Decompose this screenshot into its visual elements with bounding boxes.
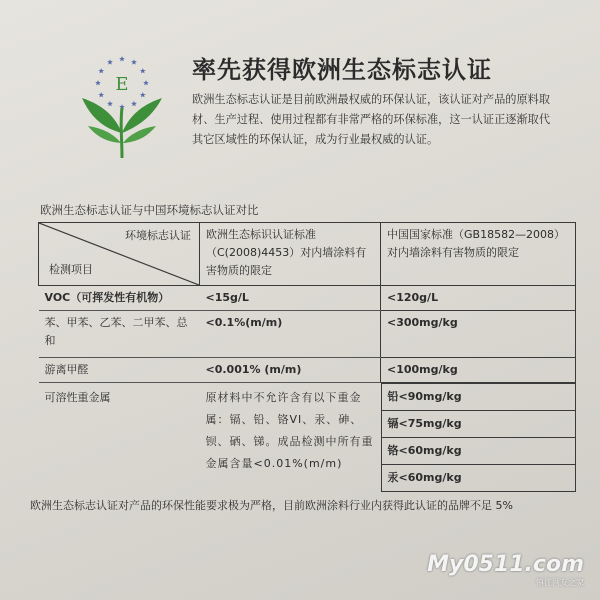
- star-icon: [107, 101, 113, 106]
- metal-limit-item: 铬<60mg/kg: [381, 438, 576, 465]
- star-icon: [143, 80, 149, 85]
- row-cn-value: <100mg/kg: [381, 358, 576, 383]
- svg-text:E: E: [115, 74, 129, 95]
- star-icon: [98, 92, 104, 97]
- comparison-table: [38, 222, 576, 492]
- star-icon: [131, 59, 137, 64]
- table-row: [39, 358, 576, 383]
- comparison-subtitle: 欧洲生态标志认证与中国环境标志认证对比: [40, 203, 259, 217]
- intro-paragraph: 欧洲生态标志认证是目前欧洲最权威的环保认证，该认证对产品的原料取材、生产过程、使用过程都有非常严格的环保标准，这一认证正逐渐取代其它区域性的环保认证，成为行业最权威的认证。: [192, 93, 551, 146]
- eu-standard-header: 欧洲生态标识认证标准（C(2008)4453）对内墙涂料有害物质的限定: [200, 223, 381, 286]
- footer-note: 欧洲生态标志认证对产品的环保性能要求极为严格，目前欧洲涂料行业内获得此认证的品牌不足 5%: [30, 499, 513, 512]
- metal-limit-item: 铅<90mg/kg: [381, 383, 576, 411]
- row-eu-value: <0.1%(m/m): [200, 311, 381, 358]
- row-cn-value: <300mg/kg: [381, 311, 576, 358]
- corner-top-label: 环境标志认证: [125, 229, 191, 242]
- corner-header-cell: [39, 223, 200, 286]
- watermark-logo: [427, 552, 584, 588]
- heavy-metal-limits: [381, 383, 576, 492]
- page-title: 率先获得欧洲生态标志认证: [192, 56, 492, 84]
- star-icon: [98, 68, 104, 73]
- table-row: [39, 286, 576, 311]
- row-item: 可溶性重金属: [44, 391, 111, 404]
- row-eu-value: <15g/L: [200, 286, 381, 311]
- watermark-brand: My0511.com: [427, 552, 584, 577]
- watermark-subtitle: 镇江网友之家: [536, 578, 584, 587]
- table-row-heavy-metals: [39, 383, 576, 493]
- cn-standard-header: 中国国家标准（GB18582—2008）对内墙涂料有害物质的限定: [381, 223, 576, 286]
- row-cn-value: <120g/L: [381, 286, 576, 311]
- star-icon: [140, 68, 146, 73]
- metal-limit-item: 汞<60mg/kg: [381, 465, 576, 492]
- eu-ecolabel-logo-icon: [72, 38, 172, 168]
- row-eu-value: <0.001% (m/m): [200, 358, 381, 383]
- table-header-row: [39, 223, 576, 286]
- row-item: VOC（可挥发性有机物）: [39, 286, 200, 311]
- star-icon: [107, 59, 113, 64]
- star-icon: [119, 56, 125, 61]
- row-item: 游离甲醛: [39, 358, 200, 383]
- star-icon: [95, 80, 101, 85]
- star-icon: [131, 101, 137, 106]
- corner-bottom-label: 检测项目: [49, 263, 93, 276]
- row-eu-value: 原材料中不允许含有以下重金属：镉、铅、铬VI、汞、砷、钡、硒、锑。成品检测中所有重金属含量<0.01%(m/m): [205, 391, 374, 470]
- metal-limit-item: 镉<75mg/kg: [381, 411, 576, 438]
- star-icon: [140, 92, 146, 97]
- row-item: 苯、甲苯、乙苯、二甲苯、总和: [39, 311, 200, 358]
- table-row: [39, 311, 576, 358]
